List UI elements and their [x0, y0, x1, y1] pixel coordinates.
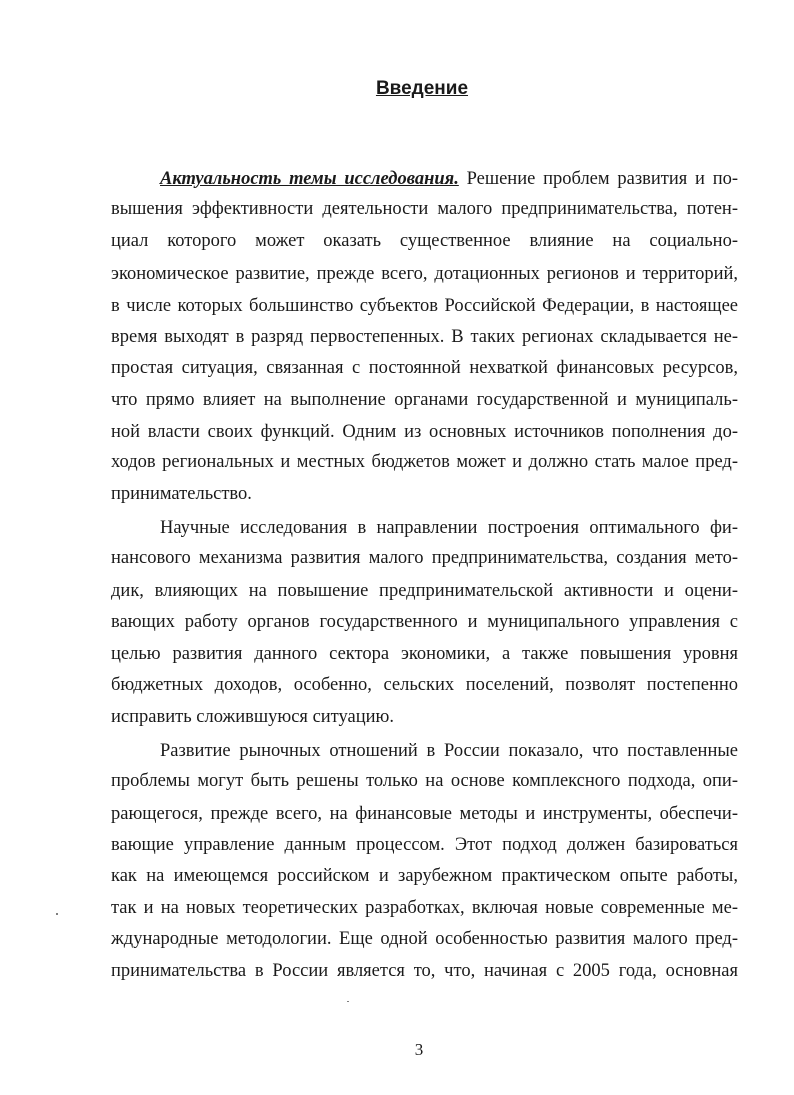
paragraph-2-line: дик, влияющих на повышение предпринимательской активности и оцени- [111, 581, 738, 601]
paragraph-2-line: нансового механизма развития малого предпринимательства, создания мето- [111, 548, 738, 568]
paragraph-1-line: что прямо влияет на выполнение органами государственной и муниципаль- [111, 390, 738, 410]
paragraph-1-line: циал которого может оказать существенное влияние на социально- [111, 231, 738, 251]
paragraph-3-line: проблемы могут быть решены только на основе комплексного подхода, опи- [111, 771, 738, 791]
paragraph-1-lead: Актуальность темы исследования. [160, 169, 459, 189]
page-number: 3 [414, 1040, 424, 1059]
paragraph-1-line: экономическое развитие, прежде всего, дотационных регионов и территорий, [111, 264, 738, 284]
paragraph-1-line: принимательство. [111, 484, 252, 504]
paragraph-1-line: простая ситуация, связанная с постоянной нехваткой финансовых ресурсов, [111, 358, 738, 378]
paragraph-1-line: время выходят в разряд первостепенных. В таких регионах складывается не- [111, 327, 738, 347]
paragraph-3-line: так и на новых теоретических разработках, включая новые современные ме- [111, 898, 738, 918]
paragraph-3-line: принимательства в России является то, что, начиная с 2005 года, основная [111, 961, 738, 981]
paragraph-3-line: Развитие рыночных отношений в России показало, что поставленные [160, 741, 738, 761]
paragraph-1-line: ной власти своих функций. Одним из основных источников пополнения до- [111, 422, 738, 442]
paragraph-2-line: Научные исследования в направлении построения оптимального фи- [160, 518, 738, 538]
page-title: Введение [375, 78, 469, 99]
paragraph-1-line: ходов региональных и местных бюджетов может и должно стать малое пред- [111, 452, 738, 472]
paragraph-1-line: в числе которых большинство субъектов Российской Федерации, в настоящее [111, 296, 738, 316]
paragraph-3-line: рающегося, прежде всего, на финансовые методы и инструменты, обеспечи- [111, 804, 738, 824]
paragraph-2-line: бюджетных доходов, особенно, сельских поселений, позволят постепенно [111, 675, 738, 695]
paragraph-3-line: вающие управление данным процессом. Этот подход должен базироваться [111, 835, 738, 855]
paragraph-1-line [160, 168, 738, 190]
paragraph-3-line: ждународные методологии. Еще одной особенностью развития малого пред- [111, 929, 738, 949]
scan-speck [56, 913, 58, 915]
paragraph-1-line-text: Решение проблем развития и по- [458, 169, 739, 189]
paragraph-2-line: исправить сложившуюся ситуацию. [111, 707, 394, 727]
paragraph-1-line: вышения эффективности деятельности малого предпринимательства, потен- [111, 199, 738, 219]
scan-speck [347, 1001, 349, 1002]
paragraph-2-line: целью развития данного сектора экономики, а также повышения уровня [111, 644, 738, 664]
paragraph-3-line: как на имеющемся российском и зарубежном практическом опыте работы, [111, 866, 738, 886]
paragraph-2-line: вающих работу органов государственного и муниципального управления с [111, 612, 738, 632]
